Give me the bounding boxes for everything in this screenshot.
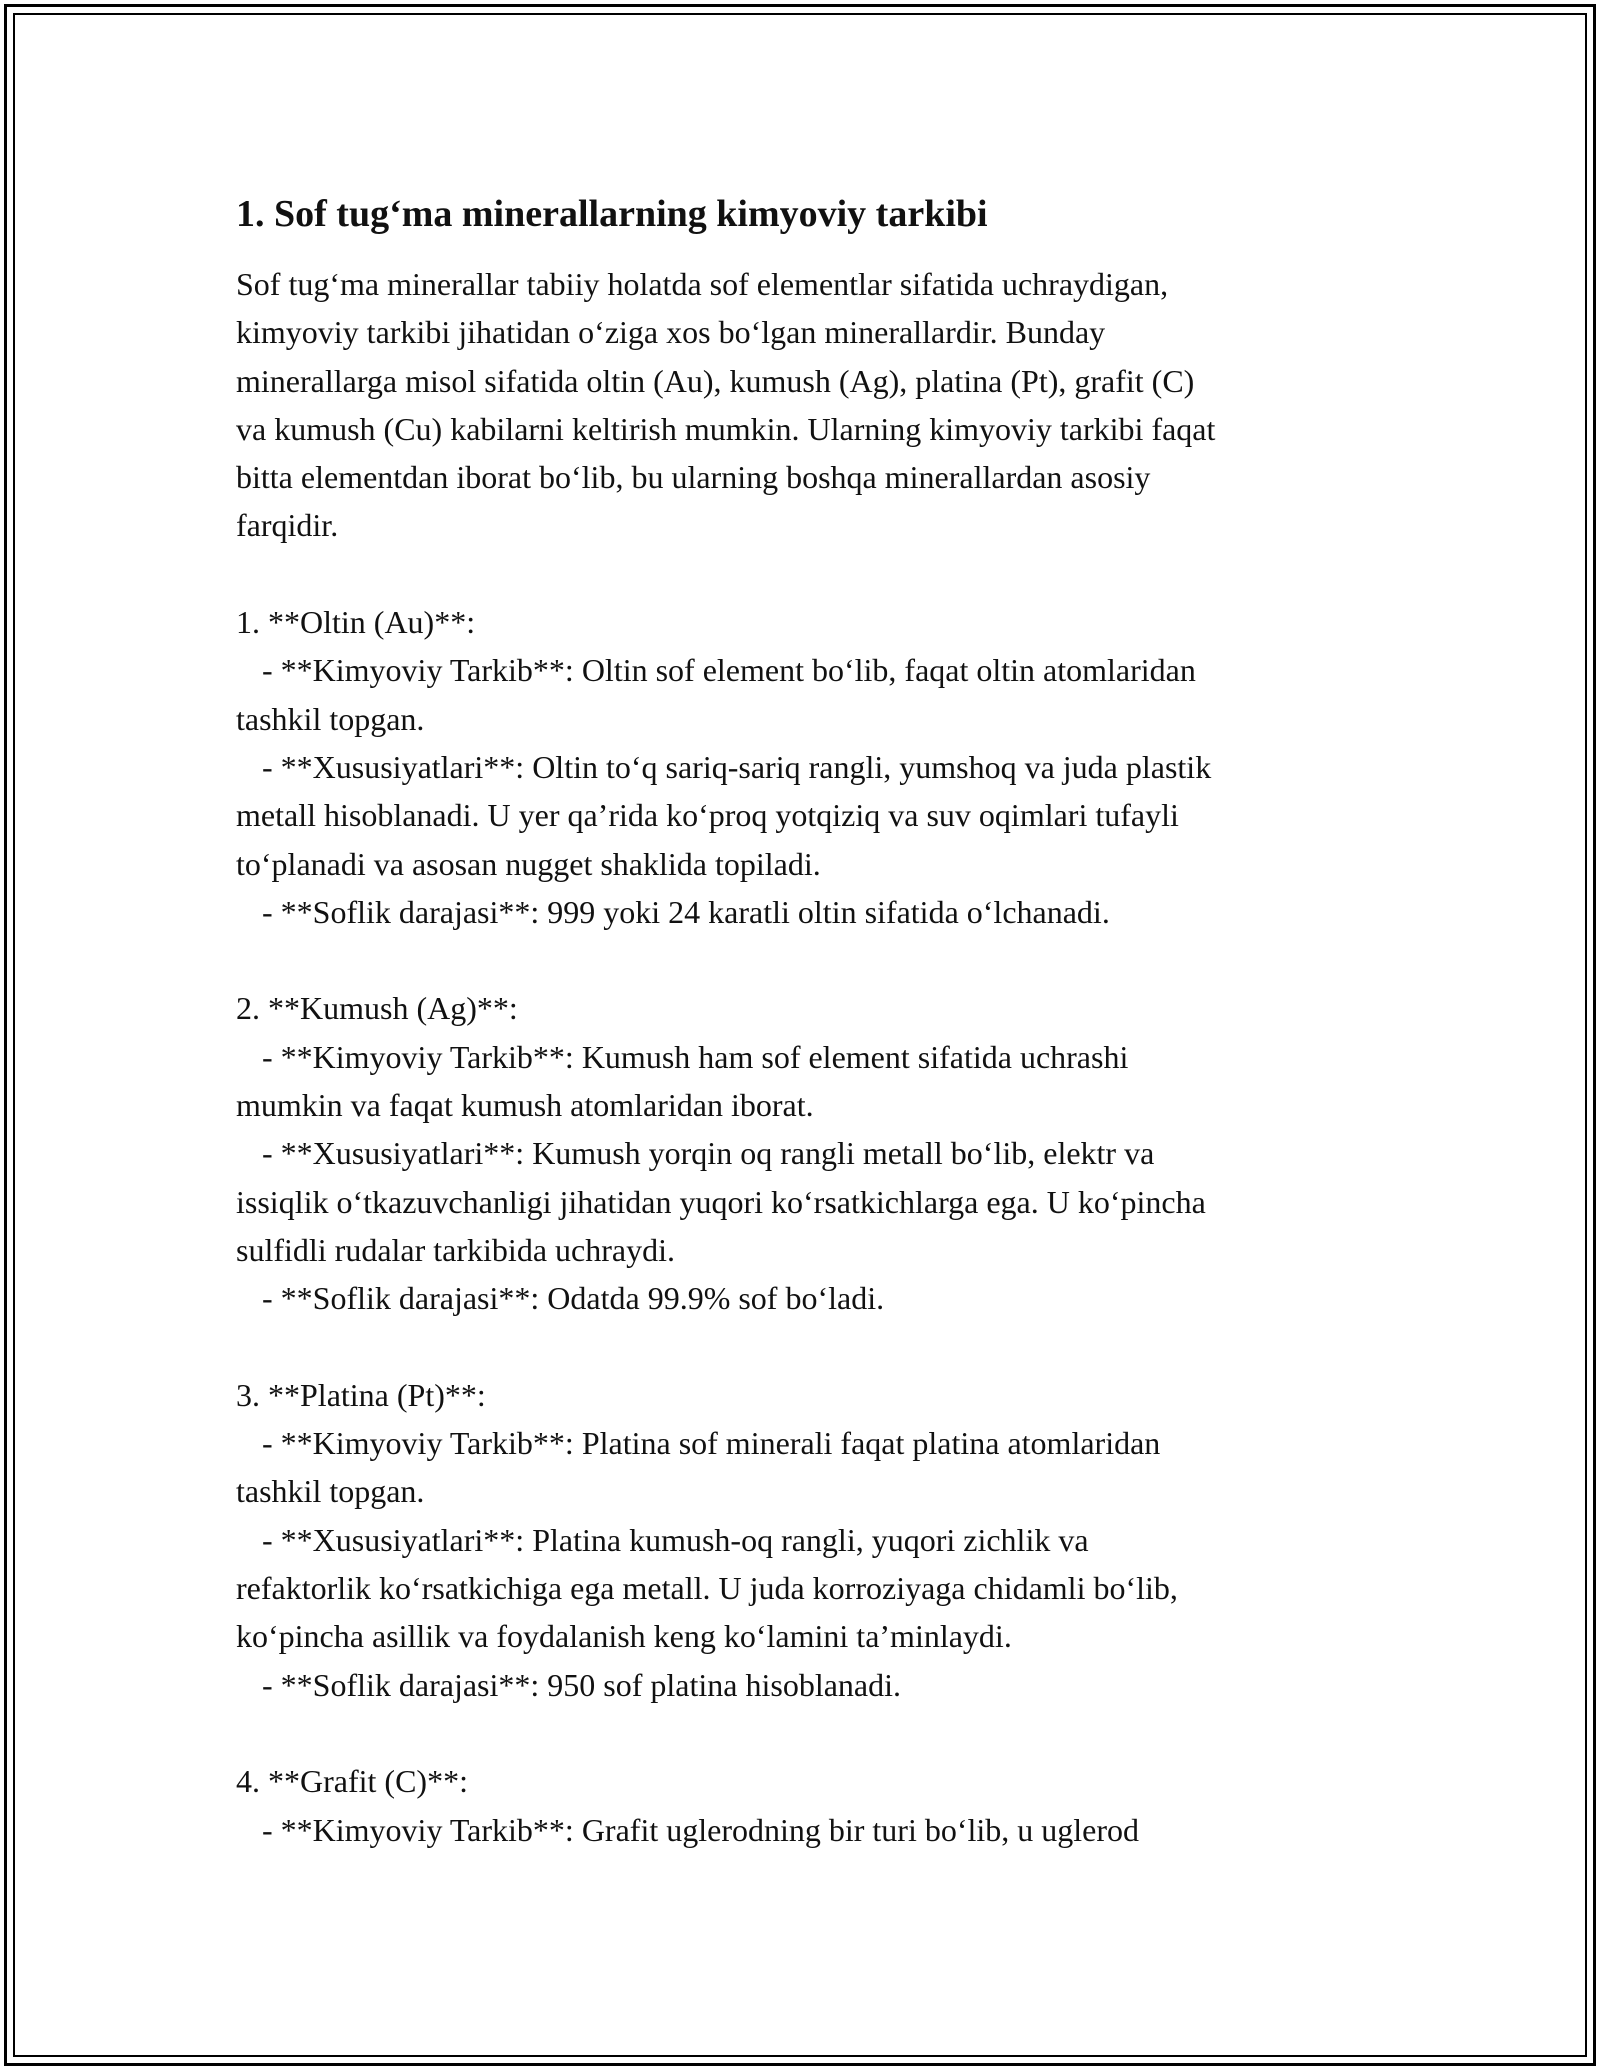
intro-line: bitta elementdan iborat bo‘lib, bu ularning boshqa minerallardan asosiy <box>236 459 1151 496</box>
intro-line: Sof tug‘ma minerallar tabiiy holatda sof elementlar sifatida uchraydigan, <box>236 266 1169 302</box>
section-line: tashkil topgan. <box>236 1473 425 1510</box>
section-title: 3. **Platina (Pt)**: <box>236 1376 486 1413</box>
section-oltin <box>236 598 1376 936</box>
intro-line: minerallarga misol sifatida oltin (Au), kumush (Ag), platina (Pt), grafit (C) <box>236 362 1195 399</box>
intro-line: va kumush (Cu) kabilarni keltirish mumkin. Ularning kimyoviy tarkibi faqat <box>236 410 1216 447</box>
section-grafit <box>236 1757 1376 1854</box>
section-line: - **Xususiyatlari**: Platina kumush-oq rangli, yuqori zichlik va <box>262 1521 1089 1558</box>
section-line: - **Kimyoviy Tarkib**: Platina sof minerali faqat platina atomlaridan <box>262 1425 1161 1462</box>
spacer <box>236 936 1376 984</box>
section-line: - **Kimyoviy Tarkib**: Oltin sof element bo‘lib, faqat oltin atomlaridan <box>262 652 1196 689</box>
section-line: to‘planadi va asosan nugget shaklida topiladi. <box>236 845 821 882</box>
spacer <box>236 1709 1376 1757</box>
intro-line: kimyoviy tarkibi jihatidan o‘ziga xos bo‘lgan minerallardir. Bunday <box>236 314 1106 351</box>
section-line: - **Xususiyatlari**: Oltin to‘q sariq-sariq rangli, yumshoq va juda plastik <box>262 748 1212 785</box>
section-line: - **Soflik darajasi**: 950 sof platina hisoblanadi. <box>262 1666 901 1703</box>
section-line: mumkin va faqat kumush atomlaridan iborat. <box>236 1087 814 1124</box>
section-title: 4. **Grafit (C)**: <box>236 1763 468 1800</box>
spacer <box>236 1323 1376 1371</box>
intro-paragraph <box>236 260 1376 550</box>
section-kumush <box>236 984 1376 1322</box>
section-line: sulfidli rudalar tarkibida uchraydi. <box>236 1231 675 1268</box>
document-heading: 1. Sof tug‘ma minerallarning kimyoviy tarkibi <box>236 193 988 235</box>
section-line: - **Xususiyatlari**: Kumush yorqin oq rangli metall bo‘lib, elektr va <box>262 1135 1155 1172</box>
section-title: 1. **Oltin (Au)**: <box>236 604 476 641</box>
section-line: - **Kimyoviy Tarkib**: Kumush ham sof element sifatida uchrashi <box>262 1038 1129 1075</box>
section-line: metall hisoblanadi. U yer qa’rida ko‘proq yotqiziq va suv oqimlari tufayli <box>236 797 1179 834</box>
section-title: 2. **Kumush (Ag)**: <box>236 990 518 1027</box>
intro-line: farqidir. <box>236 507 339 544</box>
section-line: ko‘pincha asillik va foydalanish keng ko‘lamini ta’minlaydi. <box>236 1618 1012 1655</box>
section-line: - **Kimyoviy Tarkib**: Grafit uglerodning bir turi bo‘lib, u uglerod <box>262 1811 1140 1848</box>
section-line: - **Soflik darajasi**: Odatda 99.9% sof bo‘ladi. <box>262 1280 885 1317</box>
section-line: issiqlik o‘tkazuvchanligi jihatidan yuqori ko‘rsatkichlarga ega. U ko‘pincha <box>236 1183 1206 1220</box>
section-line: - **Soflik darajasi**: 999 yoki 24 karatli oltin sifatida o‘lchanadi. <box>262 893 1110 930</box>
section-line: refaktorlik ko‘rsatkichiga ega metall. U juda korroziyaga chidamli bo‘lib, <box>236 1570 1178 1607</box>
spacer <box>236 550 1376 598</box>
section-line: tashkil topgan. <box>236 700 425 737</box>
document-page <box>236 190 1376 1854</box>
section-platina <box>236 1371 1376 1709</box>
